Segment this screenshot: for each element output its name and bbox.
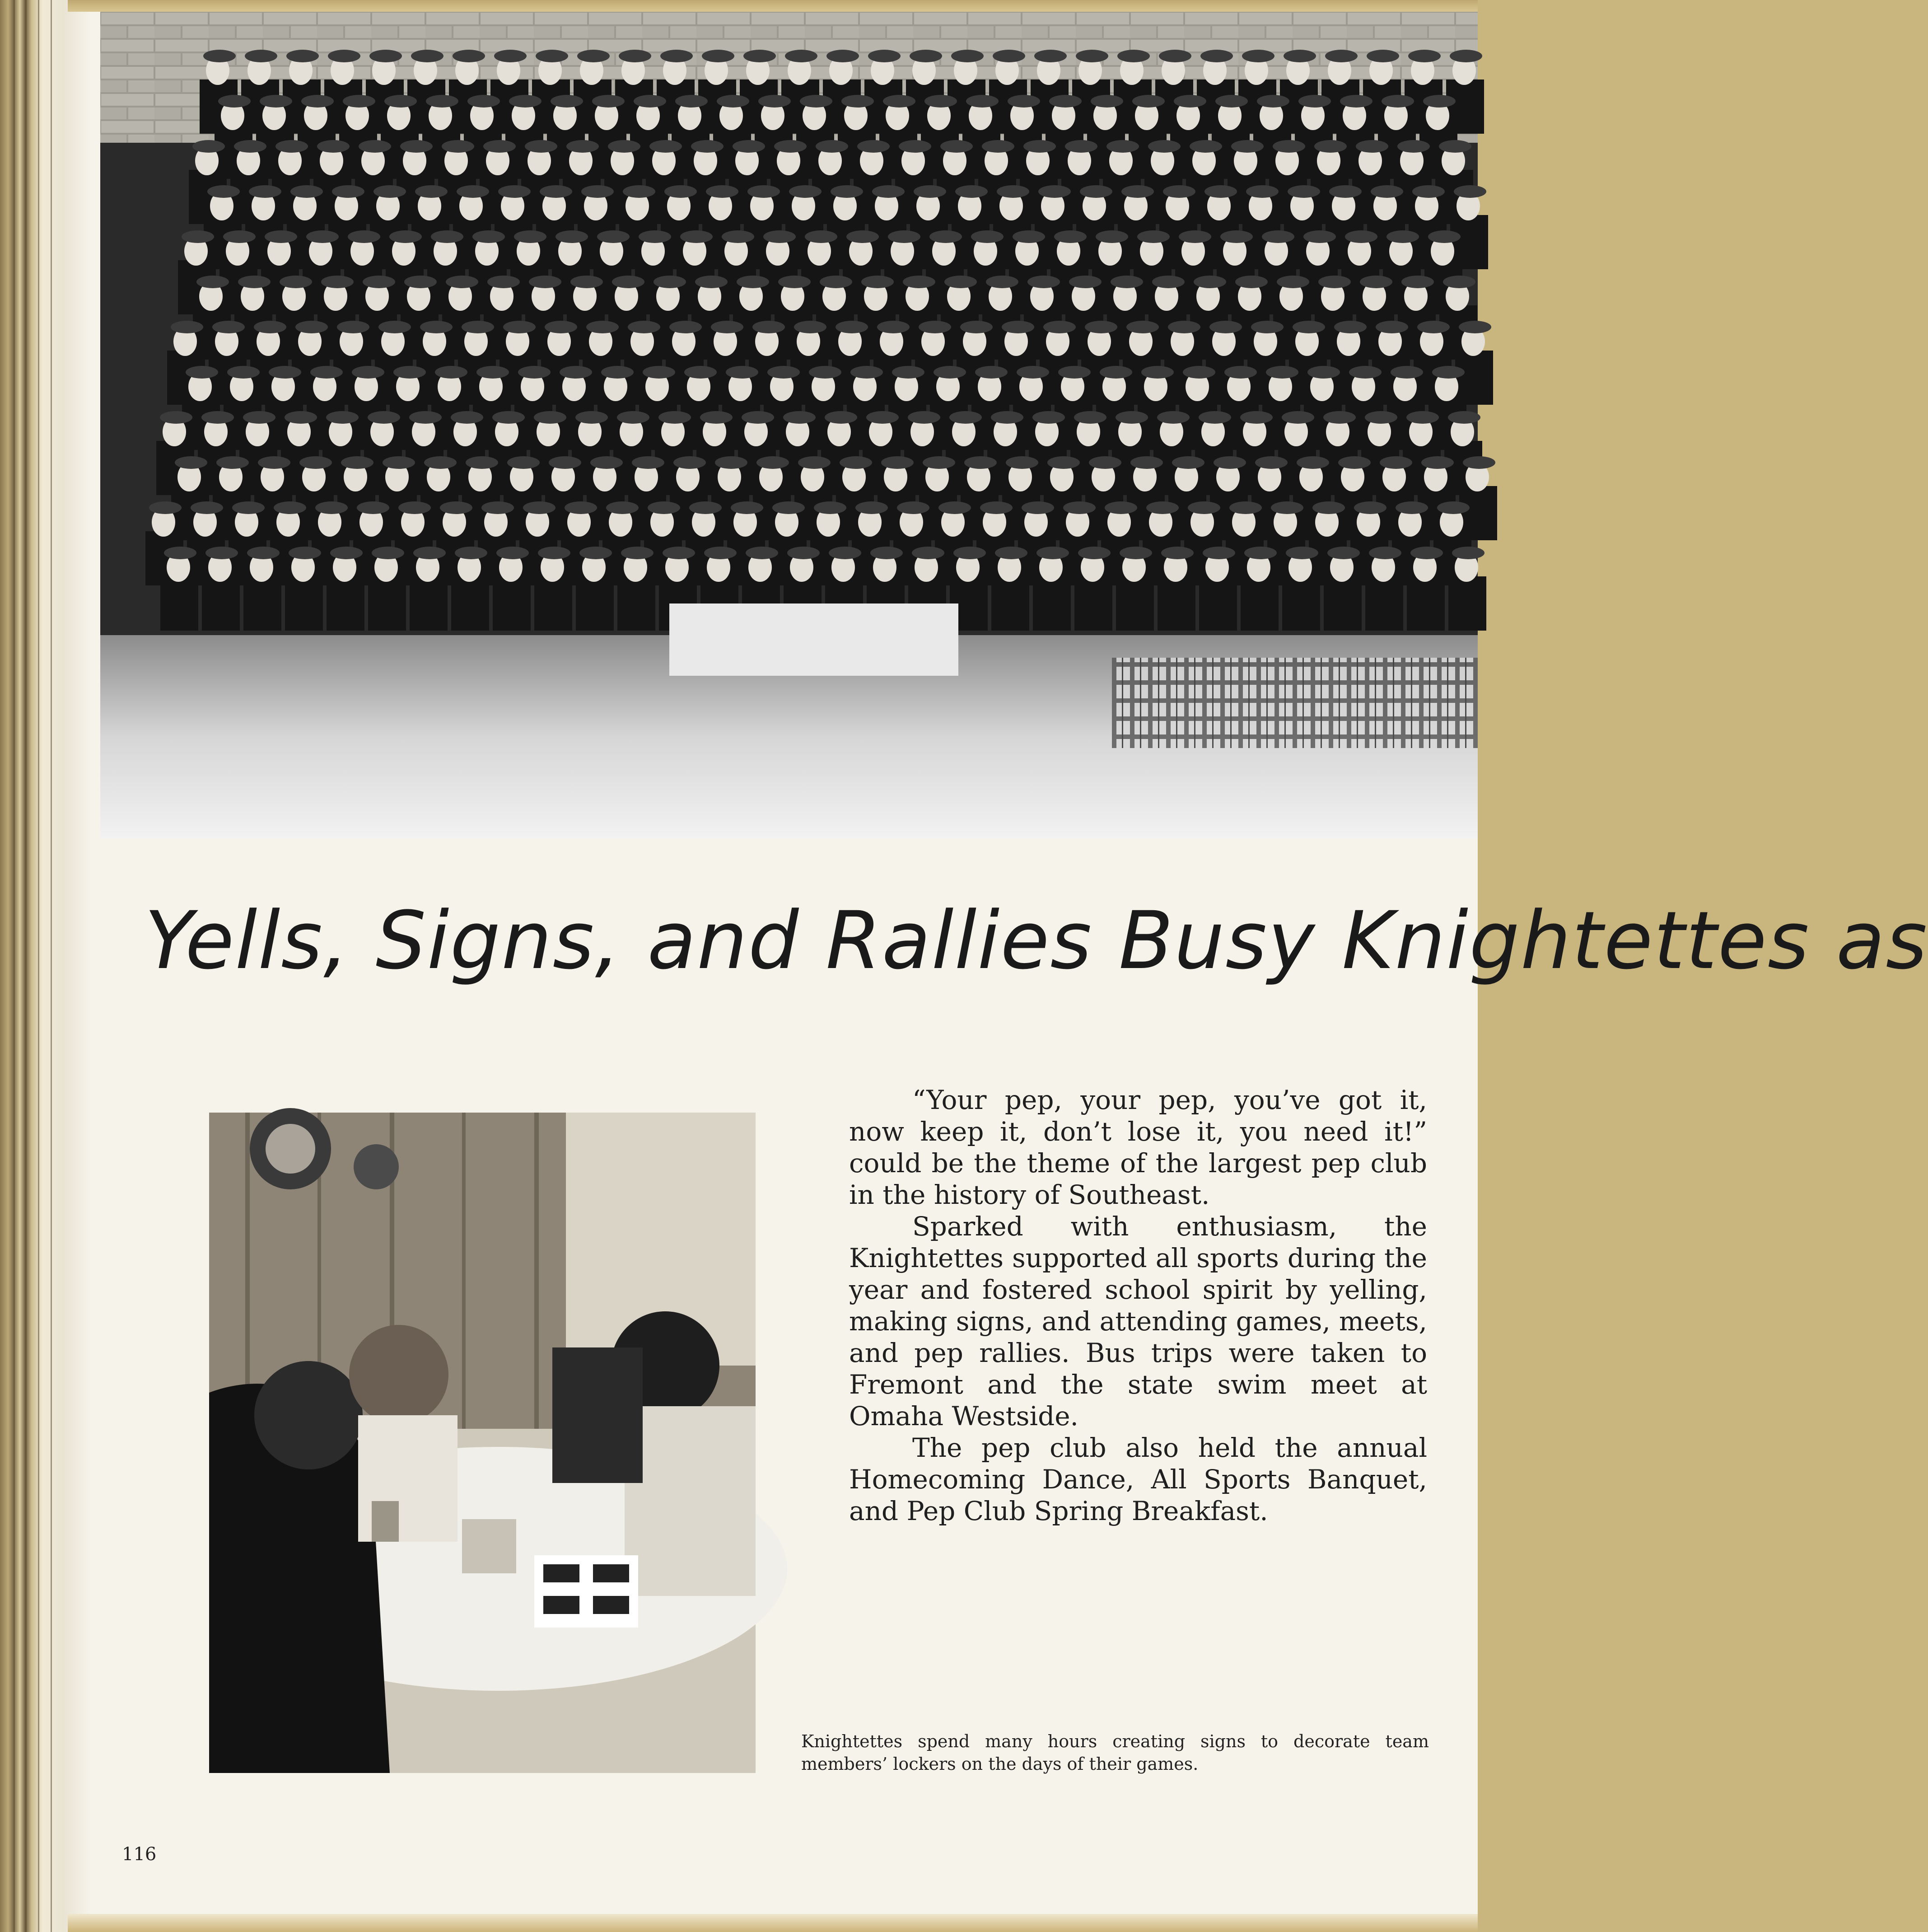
bottom-page-edge — [68, 1914, 1478, 1932]
headline: Yells, Signs, and Rallies Busy Knightettes as — [145, 894, 1928, 987]
page-number: 116 — [122, 1844, 157, 1865]
paragraph-3: The pep club also held the annual Homecoming Dance, All Sports Banquet, and Pep Club Spring Breakfast. — [849, 1432, 1427, 1526]
book-binding — [0, 0, 90, 1932]
top-page-edge — [68, 0, 1478, 12]
pep-club-group-photo — [100, 12, 1478, 838]
article-body — [849, 1084, 1427, 1527]
paragraph-2: Sparked with enthusiasm, the Knightettes supported all sports during the year and fostered school spirit by yelling, making signs, and attending games, meets, and pep rallies. Bus trips were taken to Fremont and the state swim meet at Omaha Westside. — [849, 1211, 1427, 1431]
paragraph-1: “Your pep, your pep, you’ve got it, now keep it, don’t lose it, you need it!” could be the theme of the largest pep club in the history of Southeast. — [849, 1085, 1427, 1210]
photo-caption: Knightettes spend many hours creating signs to decorate team members’ lockers on the days of their games. — [801, 1731, 1429, 1774]
sign-making-photo — [209, 1113, 756, 1773]
